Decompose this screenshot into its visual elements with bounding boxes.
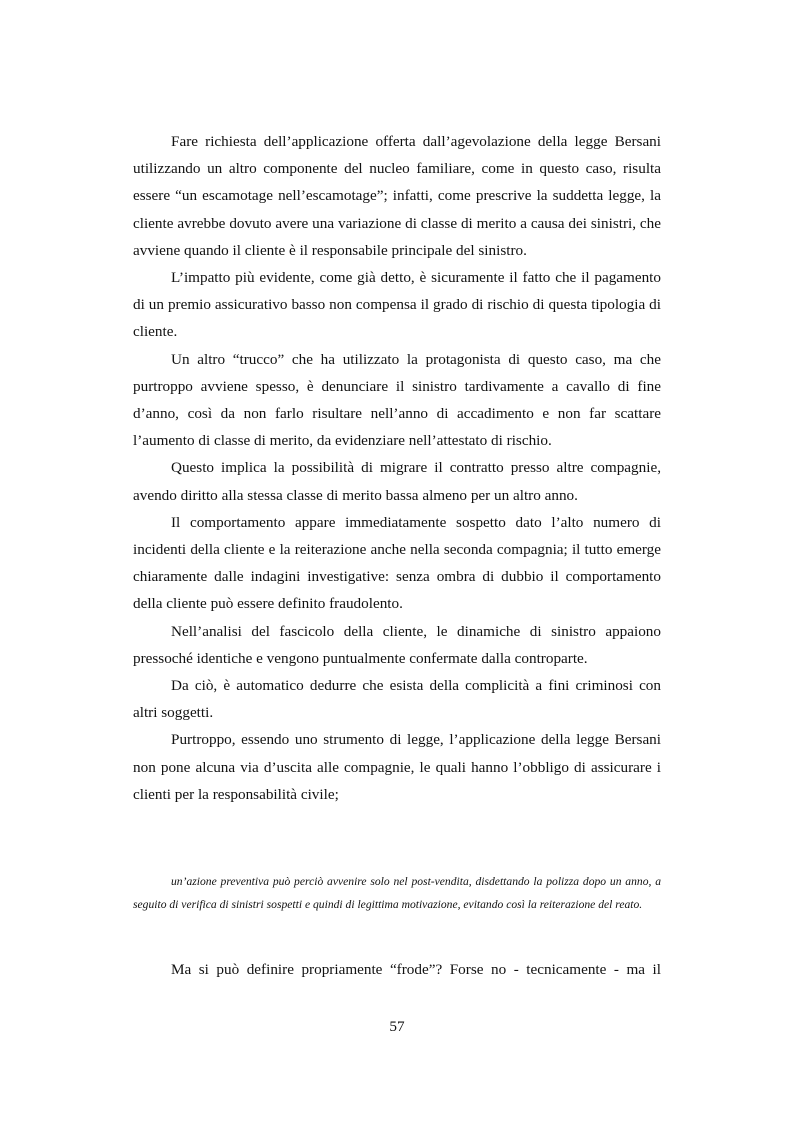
paragraph-impatto: L’impatto più evidente, come già detto, è sicuramente il fatto che il pagamento di un premio assicurativo basso non compensa il grado di rischio di questa tipologia di cliente.	[133, 269, 661, 341]
page-number: 57	[389, 1018, 405, 1035]
paragraph-comportamento: Il comportamento appare immediatamente sospetto dato l’alto numero di incidenti della cliente e la reiterazione anche nella seconda compagnia; il tutto emerge chiaramente dalle indagini investigative: senza ombra di dubbio il comportamento della cliente può essere definito fraudolento.	[133, 513, 661, 613]
paragraph-migrare-contratto: Questo implica la possibilità di migrare il contratto presso altre compagnie, avendo diritto alla stessa classe di merito bassa almeno per un altro anno.	[133, 459, 661, 504]
paragraph-complicita: Da ciò, è automatico dedurre che esista della complicità a fini criminosi con altri soggetti.	[133, 677, 661, 722]
paragraph-analisi-fascicolo: Nell’analisi del fascicolo della cliente, le dinamiche di sinistro appaiono pressoché identiche e vengono puntualmente confermate dalla controparte.	[133, 622, 661, 667]
paragraph-obbligo: Purtroppo, essendo uno strumento di legge, l’applicazione della legge Bersani non pone alcuna via d’uscita alle compagnie, le quali hanno l’obbligo di assicurare i clienti per la responsabilità civile;	[133, 731, 661, 803]
body-text	[133, 128, 661, 808]
block-quote: un’azione preventiva può perciò avvenire solo nel post-vendita, disdettando la polizza dopo un anno, a seguito di verifica di sinistri sospetti e quindi di legittima motivazione, evitando così la reiterazione del reato.	[133, 875, 661, 911]
paragraph-bersani-escamotage: Fare richiesta dell’applicazione offerta dall’agevolazione della legge Bersani utilizzando un altro componente del nucleo familiare, come in questo caso, risulta essere “un escamotage nell’escamotage”; infatti, come prescrive la suddetta legge, la cliente avrebbe dovuto avere una variazione di classe di merito a causa dei sinistri, che avviene quando il cliente è il responsabile principale del sinistro.	[133, 133, 661, 259]
paragraph-trucco: Un altro “trucco” che ha utilizzato la protagonista di questo caso, ma che purtroppo avviene spesso, è denunciare il sinistro tardivamente a cavallo di fine d’anno, così da non farlo risultare nell’anno di accadimento e non far scattare l’aumento di classe di merito, da evidenziare nell’attestato di rischio.	[133, 350, 661, 450]
closing-line: Ma si può definire propriamente “frode”? Forse no - tecnicamente - ma il	[171, 961, 661, 978]
